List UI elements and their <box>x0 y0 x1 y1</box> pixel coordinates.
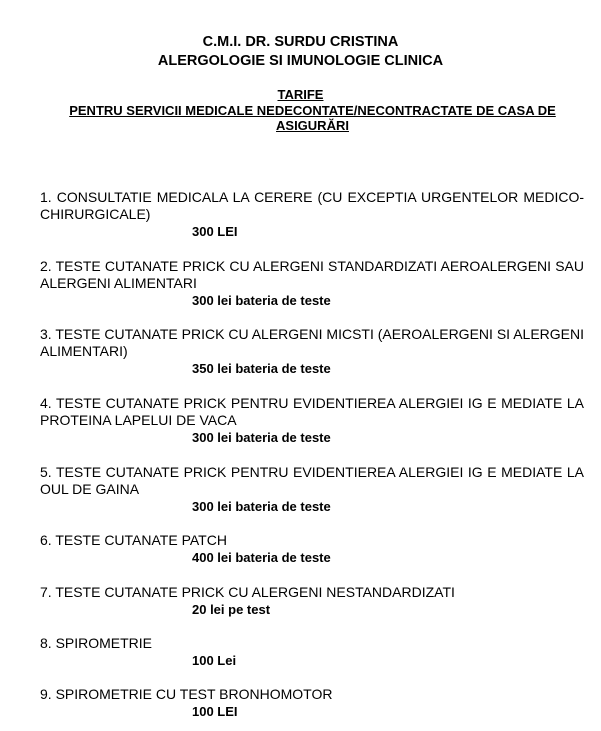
item-price: 100 LEI <box>192 704 238 719</box>
item-description: 1. CONSULTATIE MEDICALA LA CERERE (CU EXCEPTIA URGENTELOR MEDICO-CHIRURGICALE) <box>40 189 584 222</box>
item-price: 300 lei bateria de teste <box>192 430 331 445</box>
item-price: 300 LEI <box>192 224 238 239</box>
item-price: 20 lei pe test <box>192 602 271 617</box>
list-item <box>40 395 584 446</box>
clinic-specialty: ALERGOLOGIE SI IMUNOLOGIE CLINICA <box>157 53 444 69</box>
list-item <box>40 686 584 720</box>
list-item <box>40 258 584 309</box>
list-item <box>40 635 584 669</box>
item-description: 2. TESTE CUTANATE PRICK CU ALERGENI STANDARDIZATI AEROALERGENI SAU ALERGENI ALIMENTARI <box>40 258 584 291</box>
list-item <box>40 584 584 618</box>
tarife-heading: TARIFE <box>277 87 324 102</box>
item-description: 4. TESTE CUTANATE PRICK PENTRU EVIDENTIEREA ALERGIEI IG E MEDIATE LA PROTEINA LAPELUI DE VACA <box>40 395 584 428</box>
item-price: 300 lei bateria de teste <box>192 499 331 514</box>
list-item <box>40 189 584 240</box>
item-price: 350 lei bateria de teste <box>192 361 331 376</box>
clinic-name: C.M.I. DR. SURDU CRISTINA <box>202 34 399 50</box>
item-description: 6. TESTE CUTANATE PATCH <box>40 532 227 548</box>
item-description: 8. SPIROMETRIE <box>40 635 153 651</box>
item-price: 100 Lei <box>192 653 237 668</box>
item-price: 400 lei bateria de teste <box>192 550 331 565</box>
item-description: 3. TESTE CUTANATE PRICK CU ALERGENI MICSTI (AEROALERGENI SI ALERGENI ALIMENTARI) <box>40 326 584 359</box>
tarife-subtitle: PENTRU SERVICII MEDICALE NEDECONTATE/NECONTRACTATE DE CASA DE ASIGURĂRI <box>69 103 556 133</box>
list-item <box>40 532 584 566</box>
item-description: 7. TESTE CUTANATE PRICK CU ALERGENI NESTANDARDIZATI <box>40 584 455 600</box>
item-description: 9. SPIROMETRIE CU TEST BRONHOMOTOR <box>40 686 333 702</box>
item-description: 5. TESTE CUTANATE PRICK PENTRU EVIDENTIEREA ALERGIEI IG E MEDIATE LA OUL DE GAINA <box>40 464 584 497</box>
item-price: 300 lei bateria de teste <box>192 293 331 308</box>
list-item <box>40 326 584 377</box>
list-item <box>40 464 584 515</box>
